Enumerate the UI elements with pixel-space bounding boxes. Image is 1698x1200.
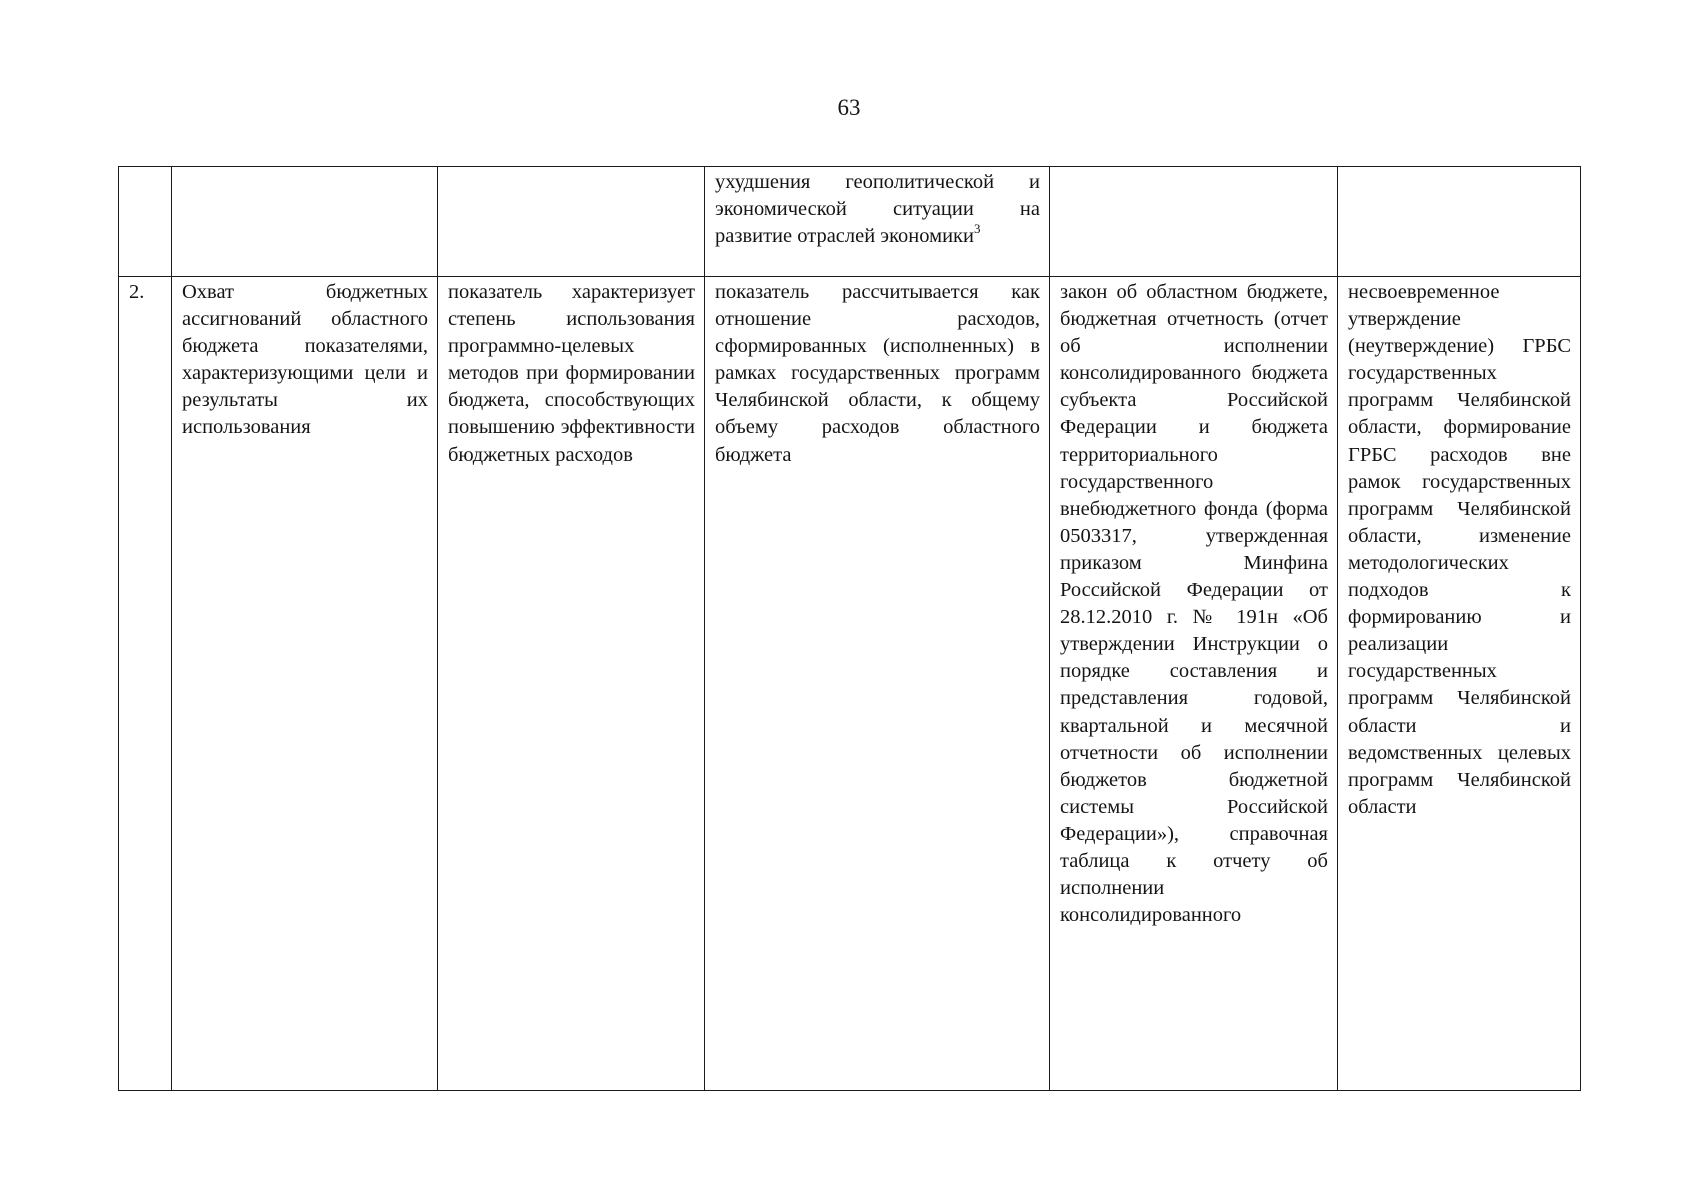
- cell-calculation-method-text: показатель рассчитывается как отношение расходов, сформированных (исполненных) в рамках государственных программ Челябинской области, к общему объему расходов областного бюджета: [715, 281, 1040, 466]
- cell-calculation-method: [705, 167, 1050, 277]
- cell-risk-factors-text: несвоевременное утверждение (неутверждение) ГРБС государственных программ Челябинской области, формирование ГРБС расходов вне рамок государственных программ Челябинской области, изменение методологических подходов к формированию и реализации государственных программ Челябинской области и ведомственных целевых программ Челябинской области: [1348, 281, 1571, 818]
- table-row: [119, 277, 1581, 1091]
- indicators-table: [118, 166, 1581, 1091]
- cell-number-text: 2.: [129, 281, 145, 303]
- cell-indicator-name: [172, 277, 438, 1091]
- cell-risk-factors: [1338, 277, 1581, 1091]
- cell-indicator-description: [438, 167, 705, 277]
- cell-data-source: [1050, 167, 1338, 277]
- cell-indicator-description: [438, 277, 705, 1091]
- table-row-continuation: [119, 167, 1581, 277]
- cell-risk-factors: [1338, 167, 1581, 277]
- cell-number: [119, 277, 172, 1091]
- footnote-marker: 3: [973, 221, 981, 237]
- cell-indicator-name-text: Охват бюджетных ассигнований областного бюджета показателями, характеризующими цели и результаты их использования: [182, 281, 428, 439]
- cell-indicator-description-text: показатель характеризует степень использования программно-целевых методов при формировании бюджета, способствующих повышению эффективности бюджетных расходов: [448, 281, 695, 466]
- page-number: 63: [837, 95, 861, 120]
- cell-number: [119, 167, 172, 277]
- calculation-method-text: ухудшения геополитической и экономической ситуации на развитие отраслей экономики: [715, 171, 1040, 248]
- cell-calculation-method-text: [715, 169, 1040, 250]
- cell-data-source: [1050, 277, 1338, 1091]
- cell-data-source-text: закон об областном бюджете, бюджетная отчетность (отчет об исполнении консолидированного бюджета субъекта Российской Федерации и бюджета территориального государственного внебюджетного фонда (форма 0503317, утвержденная приказом Минфина Российской Федерации от 28.12.2010 г. № 191н «Об утверждении Инструкции о порядке составления и представления годовой, квартальной и месячной отчетности об исполнении бюджетов бюджетной системы Российской Федерации»), справочная таблица к отчету об исполнении консолидированного: [1060, 281, 1328, 927]
- cell-indicator-name: [172, 167, 438, 277]
- cell-calculation-method: [705, 277, 1050, 1091]
